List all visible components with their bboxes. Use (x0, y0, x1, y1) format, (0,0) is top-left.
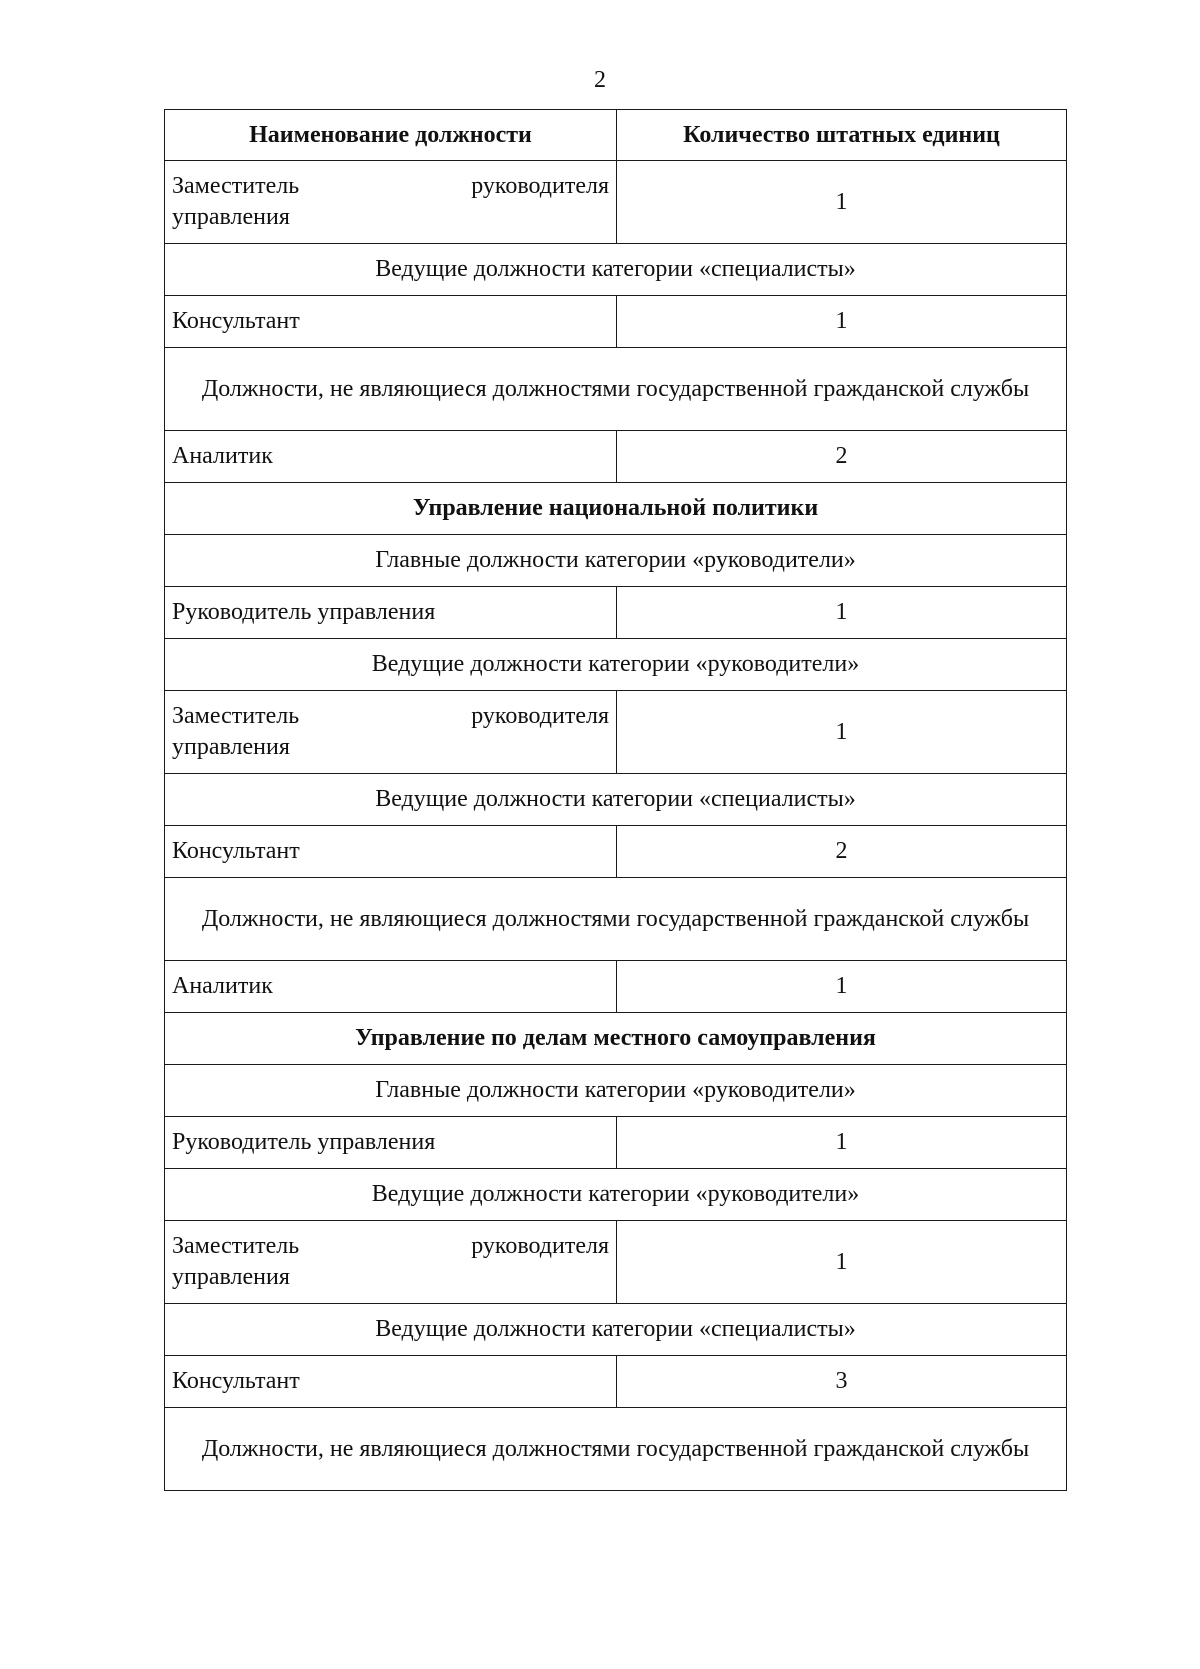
staff-count-cell: 1 (617, 161, 1067, 244)
position-name-cell: Аналитик (165, 961, 617, 1013)
category-row (165, 774, 1067, 826)
table-row (165, 1356, 1067, 1408)
section-title-cell: Управление национальной политики (165, 483, 1067, 535)
position-name-part: Заместитель (172, 1233, 300, 1259)
section-row (165, 1013, 1067, 1065)
staff-table (164, 109, 1067, 1491)
staff-count-cell: 1 (617, 296, 1067, 348)
position-name-cell: Руководитель управления (165, 587, 617, 639)
position-name-cell: Консультант (165, 1356, 617, 1408)
category-cell: Главные должности категории «руководители» (165, 1065, 1067, 1117)
position-name-part: Заместитель (172, 703, 300, 729)
position-name-part: управления (172, 204, 290, 230)
table-row (165, 296, 1067, 348)
header-staff-count: Количество штатных единиц (617, 110, 1067, 161)
position-name-cell (165, 1221, 617, 1304)
table-row (165, 161, 1067, 244)
category-row (165, 639, 1067, 691)
position-name-part: руководителя (471, 703, 609, 729)
table-row (165, 961, 1067, 1013)
category-cell: Должности, не являющиеся должностями государственной гражданской службы (165, 348, 1067, 431)
staff-count-cell: 2 (617, 431, 1067, 483)
position-name-part: Заместитель (172, 173, 300, 199)
category-row (165, 1065, 1067, 1117)
category-row (165, 535, 1067, 587)
category-row (165, 1304, 1067, 1356)
position-name-part: руководителя (471, 173, 609, 199)
category-cell: Ведущие должности категории «руководители» (165, 639, 1067, 691)
category-row (165, 1408, 1067, 1491)
staff-count-cell: 3 (617, 1356, 1067, 1408)
position-name-part: управления (172, 734, 290, 760)
header-position-name: Наименование должности (165, 110, 617, 161)
table-row (165, 826, 1067, 878)
category-row (165, 878, 1067, 961)
table-row (165, 431, 1067, 483)
position-name-cell (165, 161, 617, 244)
section-row (165, 483, 1067, 535)
position-name-cell: Консультант (165, 296, 617, 348)
position-name-part: управления (172, 1264, 290, 1290)
staff-count-cell: 1 (617, 587, 1067, 639)
table-row (165, 587, 1067, 639)
table-header-row (165, 110, 1067, 161)
staff-count-cell: 2 (617, 826, 1067, 878)
category-cell: Должности, не являющиеся должностями государственной гражданской службы (165, 878, 1067, 961)
position-name-cell: Консультант (165, 826, 617, 878)
category-cell: Должности, не являющиеся должностями государственной гражданской службы (165, 1408, 1067, 1491)
position-name-cell (165, 691, 617, 774)
position-name-part: руководителя (471, 1233, 609, 1259)
staff-count-cell: 1 (617, 1221, 1067, 1304)
staff-count-cell: 1 (617, 1117, 1067, 1169)
position-name-cell: Аналитик (165, 431, 617, 483)
section-title-cell: Управление по делам местного самоуправления (165, 1013, 1067, 1065)
staff-count-cell: 1 (617, 691, 1067, 774)
table-row (165, 1117, 1067, 1169)
staff-count-cell: 1 (617, 961, 1067, 1013)
category-row (165, 244, 1067, 296)
position-name-cell: Руководитель управления (165, 1117, 617, 1169)
table-row (165, 1221, 1067, 1304)
category-cell: Ведущие должности категории «специалисты» (165, 1304, 1067, 1356)
category-row (165, 348, 1067, 431)
category-row (165, 1169, 1067, 1221)
table-row (165, 691, 1067, 774)
category-cell: Главные должности категории «руководители» (165, 535, 1067, 587)
category-cell: Ведущие должности категории «специалисты» (165, 244, 1067, 296)
category-cell: Ведущие должности категории «руководители» (165, 1169, 1067, 1221)
page-number: 2 (594, 67, 606, 93)
category-cell: Ведущие должности категории «специалисты» (165, 774, 1067, 826)
